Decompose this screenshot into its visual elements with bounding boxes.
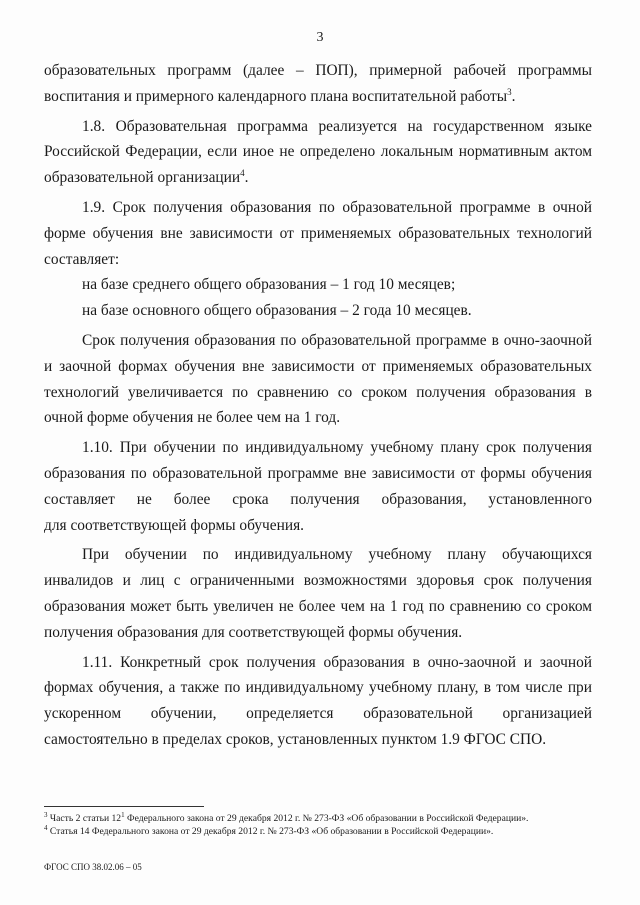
paragraph-continuation: образовательных программ (далее – ПОП), примерной рабочей программы воспитания и примерного календарного плана воспитательной работы$^3$. xyxy=(44,62,592,105)
footnote-4 xyxy=(44,825,604,838)
paragraph-end: . xyxy=(244,169,249,187)
footnote-number: 3 xyxy=(44,810,48,819)
paragraph-1-11-end: самостоятельно в пределах сроков, установленных пунктом 1.9 ФГОС СПО. xyxy=(44,730,547,748)
footnotes xyxy=(44,812,604,838)
footnote-divider xyxy=(44,806,204,807)
paragraph-1-11: 1.11. Конкретный срок получения образования в очно-заочной и заочной формах обучения, а также по индивидуальному учебному плану, в том числе при ускоренном обучении, определяется образовательной организацией xyxy=(44,653,592,723)
paragraph-text: 1.8. Образовательная программа реализуется на государственном языке Российской Федерации, если иное не определено локальным нормативным актом образовательной организации xyxy=(44,117,592,187)
footnote-number: 4 xyxy=(44,823,48,832)
paragraph-1-10: 1.10. При обучении по индивидуальному учебному плану срок получения образования по образовательной программе вне зависимости от формы обучения составляет не более срока получения образования, установленного xyxy=(44,439,592,508)
footnote-text: Федерального закона от 29 декабря 2012 г. № 273-ФЗ «Об образовании в Российской Федерации». xyxy=(127,813,529,824)
paragraph-1-8 xyxy=(44,114,592,191)
page-number: 3 xyxy=(316,30,324,45)
paragraph-disabled: При обучении по индивидуальному учебному плану обучающихся инвалидов и лиц с ограниченными возможностями здоровья срок получения образования может быть увеличен не более чем на 1 год по сравнению со сроком получения образования для соответствующей формы обучения. xyxy=(44,546,592,641)
footnote-3 xyxy=(44,812,604,825)
paragraph-part-time: Срок получения образования по образовательной программе в очно-заочной и заочной формах обучения вне зависимости от применяемых образовательных технологий увеличивается по сравнению со сроком получения образования в очной форме обучения не более чем на 1 год. xyxy=(44,331,592,427)
footnote-ref-3: 3 xyxy=(507,86,512,97)
footnote-sup: 1 xyxy=(121,810,125,819)
paragraph-1-9: 1.9. Срок получения образования по образовательной программе в очной форме обучения вне зависимости от применяемых образовательных технологий составляет: xyxy=(44,198,592,268)
footnote-text: Часть 2 статьи 12 xyxy=(49,813,122,824)
paragraph-secondary-base: на базе среднего общего образования – 1 год 10 месяцев; xyxy=(82,276,456,294)
footnote-text: Статья 14 Федерального закона от 29 декабря 2012 г. № 273-ФЗ «Об образовании в Российской Федерации». xyxy=(49,826,494,837)
paragraph-1-10-end: для соответствующей формы обучения. xyxy=(44,516,305,534)
footnote-ref-4: 4 xyxy=(240,168,245,179)
document-body xyxy=(44,58,592,753)
paragraph-basic-base: на базе основного общего образования – 2 года 10 месяцев. xyxy=(82,302,472,320)
paragraph-text: образовательных программ (далее – ПОП), примерной рабочей программы воспитания и примерного календарного плана воспитательной работы xyxy=(44,62,592,105)
document-footer: ФГОС СПО 38.02.06 – 05 xyxy=(44,862,142,872)
